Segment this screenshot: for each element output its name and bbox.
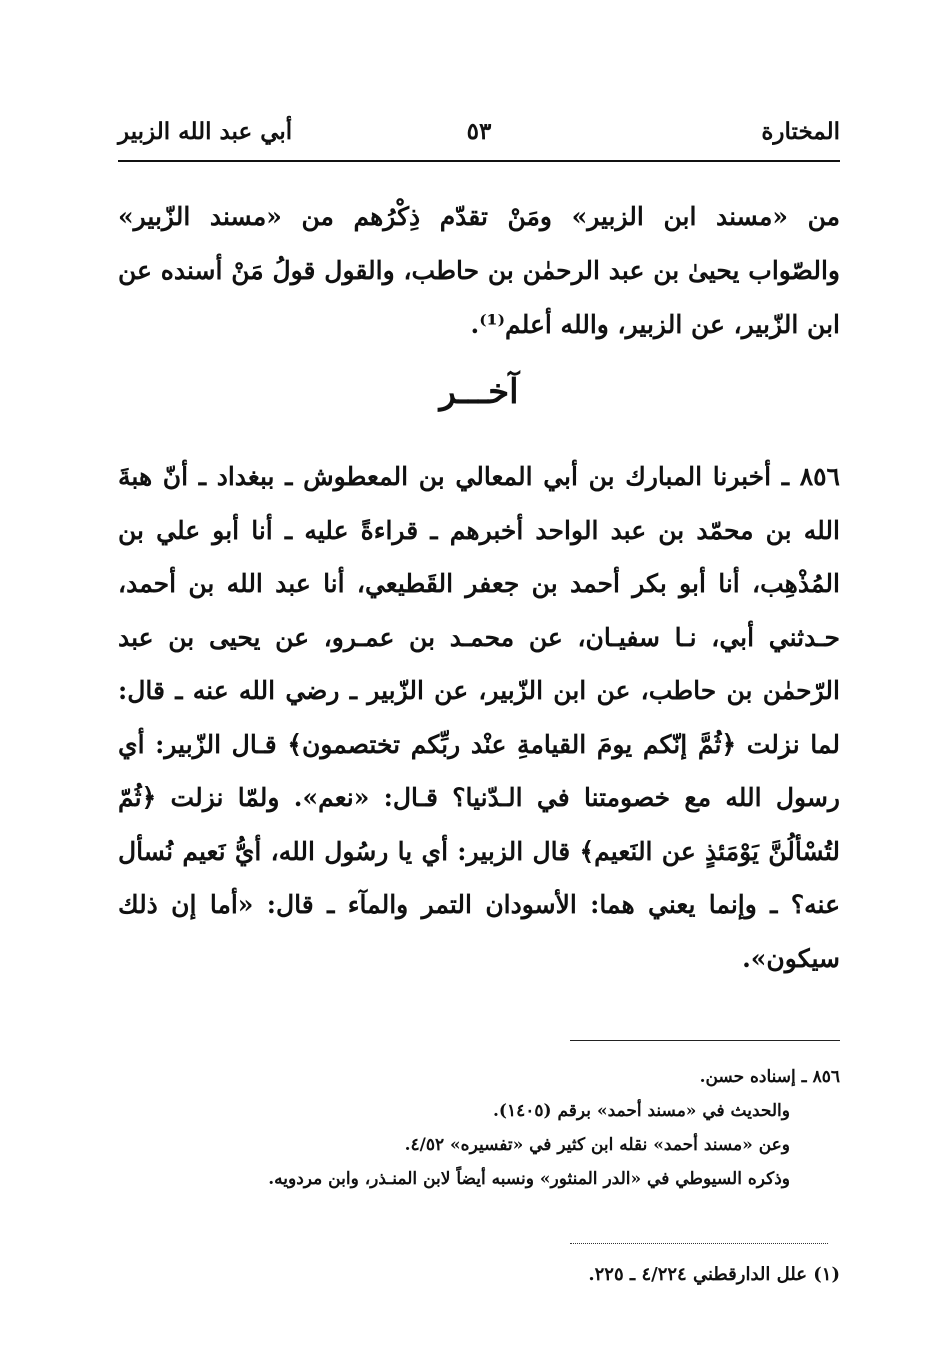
section-title: أبي عبد الله الزبير: [118, 118, 293, 145]
footnotes: [150, 1060, 840, 1196]
running-header: [118, 118, 840, 158]
footnote-line: وعن «مسند أحمد» نقله ابن كثير في «تفسيره» ٤/٥٢.: [404, 1135, 790, 1155]
hadith-paragraph: ٨٥٦ ـ أخبرنا المبارك بن أبي المعالي بن المعطوش ـ ببغداد ـ أنّ هبةَ الله بن محمّد بن عبد الواحد أخبرهم ـ قراءةً عليه ـ أنا أبو علي بن المُذْهِب، أنا أبو بكر أحمد بن جعفر القَطيعي، أنا عبد الله بن أحمد، حـدثني أبي، نـا سفيـان، عن محمـد بن عمـرو، عن يحيى بن عبد الرّحمٰن بن حاطب، عن ابن الزّبير، عن الزّبير ـ رضي الله عنه ـ قال: لما نزلت ﴿ثُمَّ إنّكم يومَ القيامةِ عنْد ربِّكم تختصمون﴾ قـال الزّبير: أي رسول الله مع خصومتنا في الـدّنيا؟ قـال: «نعم». ولمّا نزلت ﴿ثُمّ لتُسْألُنَّ يَوْمَئذٍ عن النَعيم﴾ قال الزبير: أي يا رسُول الله، أيُّ نَعيم نُسأل عنه؟ ـ وإنما يعني هما: الأسودان التمر والمآء ـ قال: «أما إن ذلك سيكون».: [118, 462, 840, 973]
endnote-divider: [570, 1243, 828, 1244]
intro-paragraph: من «مسند ابن الزبير» ومَنْ تقدّم ذِكْرُهم من «مسند الزّبير» والصّواب يحيىٰ بن عبد الرحمٰن بن حاطب، والقول قولُ مَنْ أسنده عن ابن الزّبير، عن الزبير، والله أعلم⁽¹⁾.: [118, 202, 840, 339]
footnote-divider: [570, 1040, 840, 1041]
book-title: المختارة: [761, 118, 840, 145]
page-number: ٥٣: [466, 118, 492, 145]
footnote-line: وذكره السيوطي في «الدر المنثور» ونسبه أيضاً لابن المنـذر، وابن مردويه.: [268, 1169, 790, 1189]
header-divider: [118, 160, 840, 162]
endnote: (١) علل الدارقطني ٤/٢٢٤ ـ ٢٢٥.: [588, 1264, 840, 1285]
footnote-line: ٨٥٦ ـ إسناده حسن.: [699, 1067, 840, 1087]
section-heading: آخـــر: [439, 372, 519, 412]
footnote-line: والحديث في «مسند أحمد» برقم (١٤٠٥).: [493, 1101, 790, 1121]
